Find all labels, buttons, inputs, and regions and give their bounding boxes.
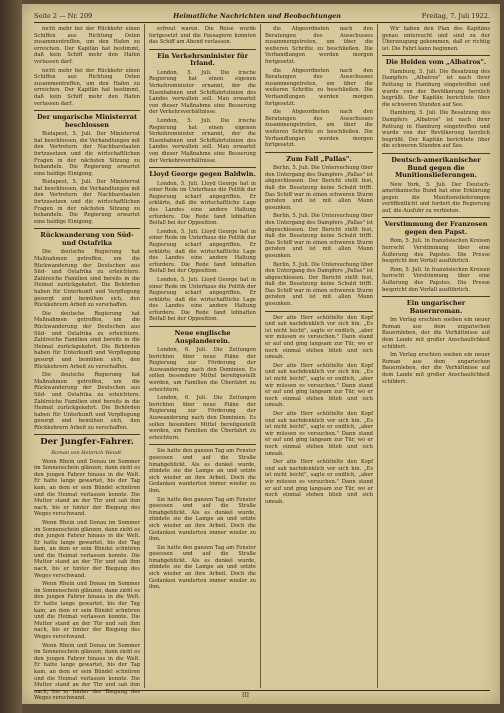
article-text: Im Verlag erschien soeben ein neuer Roman aus dem ungarischen Bauernleben, der die Verhältnisse auf dem Lande mit großer Anschaulichkeit schildert. xyxy=(382,317,490,350)
article-text: Im Verlag erschien soeben ein neuer Roman aus dem ungarischen Bauernleben, der die Verhältnisse auf dem Lande mit großer Anschaulichkeit schildert. xyxy=(382,352,490,385)
article-text: London, 5. Juli. Lloyd George hat in einer Rede im Unterhaus die Politik der Regierung scharf angegriffen. Er erklärte, daß die wirtschaftliche Lage des Landes eine andere Haltung erfordere. Die Rede fand lebhaften Beifall bei der Opposition. xyxy=(149,228,256,275)
divider xyxy=(382,217,490,218)
article-text: Budapest, 5. Juli. Der Ministerrat hat beschlossen, die Verhandlungen mit den Vertretern der Nachbarstaaten fortzusetzen und die wirtschaftlichen Fragen in der nächsten Sitzung zu behandeln. Die Regierung erwartet eine baldige Einigung. xyxy=(34,131,140,177)
column-4 xyxy=(382,26,490,688)
article-text: Die deutsche Regierung hat Maßnahmen getroffen, um die Rückwanderung der Deutschen aus Süd- und Ostafrika zu erleichtern. Zahlreiche Familien sind bereits in die Heimat zurückgekehrt. Die Behörden haben für Unterkunft und Verpflegung gesorgt und bemühen sich, den Rückkehrern Arbeit zu verschaffen. xyxy=(34,249,140,309)
divider xyxy=(265,311,373,312)
divider xyxy=(149,444,256,445)
article-heading: Ein Verkehrsminister für Irland. xyxy=(157,51,248,68)
article-text: Wenn Rhein und Donau im Sommer im Sonnenschein glänzen, dann zieht es den jungen Fahrer hinaus in die Welt. Er hatte lange gewartet, bis der Tag kam, an dem er sein Bündel schnüren und die Heimat verlassen konnte. Die Mutter stand an der Tür und sah ihm nach, bis er hinter der Biegung des Weges verschwand. xyxy=(34,581,140,640)
article-text: Die deutsche Regierung hat Maßnahmen getroffen, um die Rückwanderung der Deutschen aus Süd- und Ostafrika zu erleichtern. Zahlreiche Familien sind bereits in die Heimat zurückgekehrt. Die Behörden haben für Unterkunft und Verpflegung gesorgt und bemühen sich, den Rückkehrern Arbeit zu verschaffen. xyxy=(34,372,140,431)
article-text: Wenn Rhein und Donau im Sommer im Sonnenschein glänzen, dann zieht es den jungen Fahrer hinaus in die Welt. Er hatte lange gewartet, bis der Tag kam, an dem er sein Bündel schnüren und die Heimat verlassen konnte. Die Mutter stand an der Tür und sah ihm nach, bis er hinter der Biegung des Weges verschwand. xyxy=(34,519,140,579)
article-heading: Deutsch-amerikanischer Bund gegen die Munitionslieferungen. xyxy=(391,156,481,179)
article-text: Rom, 5. Juli. In französischen Kreisen herrscht Verstimmung über eine Äußerung des Papstes. Die Presse bespricht den Vorfall ausführlich. xyxy=(382,238,490,265)
article-text: erfreut waren. Die Reise wurde fortgesetzt und die Passagiere konnten das Schiff am Abend verlassen. xyxy=(149,26,256,46)
article-text: Die deutsche Regierung hat Maßnahmen getroffen, um die Rückwanderung der Deutschen aus Süd- und Ostafrika zu erleichtern. Zahlreiche Familien sind bereits in die Heimat zurückgekehrt. Die Behörden haben für Unterkunft und Verpflegung gesorgt und bemühen sich, den Rückkehrern Arbeit zu verschaffen. xyxy=(34,310,140,370)
article-heading: Neue englische Ausplanderein. xyxy=(174,329,231,345)
article-text: Hamburg, 5. Juli. Die Besatzung des Dampfers „Albatros" ist nach ihrer Rettung in Hamburg eingetroffen und wurde von der Bevölkerung herzlich begrüßt. Der Kapitän berichtete über die schweren Stunden auf See. xyxy=(382,110,490,150)
article-text: London, 5. Juli. Die irische Regierung hat einen eigenen Verkehrsminister ernannt, der die Eisenbahnen und Schiffahrtslinien des Landes verwalten soll. Man erwartet von dieser Maßnahme eine Besserung der Verkehrsverhältnisse. xyxy=(149,69,256,116)
divider xyxy=(34,228,140,229)
article-text: Der alte Herr schüttelte den Kopf und sah nachdenklich vor sich hin. „Es ist nicht leicht", sagte er endlich, „aber wir müssen es versuchen." Dann stand er auf und ging langsam zur Tür, wo er noch einmal stehen blieb und sich umsah. xyxy=(265,410,373,457)
article-text: New York, 5. Juli. Der Deutsch-amerikanische Bund hat eine Erklärung gegen die Munitionslieferungen veröffentlicht und fordert die Regierung auf, die Ausfuhr zu verbieten. xyxy=(382,181,490,214)
article-text: Hamburg, 5. Juli. Die Besatzung des Dampfers „Albatros" ist nach ihrer Rettung in Hamburg eingetroffen und wurde von der Bevölkerung herzlich begrüßt. Der Kapitän berichtete über die schweren Stunden auf See. xyxy=(382,68,490,108)
article-heading: Verstimmung der Franzosen gegen den Papst. xyxy=(384,220,488,236)
article-text: Der alte Herr schüttelte den Kopf und sah nachdenklich vor sich hin. „Es ist nicht leicht", sagte er endlich, „aber wir müssen es versuchen." Dann stand er auf und ging langsam zur Tür, wo er noch einmal stehen blieb und sich umsah. xyxy=(265,459,373,505)
divider xyxy=(382,153,490,154)
article-text: London, 6. Juli. Die Zeitungen berichten über neue Pläne der Regierung zur Förderung der Auswanderung nach den Dominien. Es sollen besondere Mittel bereitgestellt werden, um Familien die Überfahrt zu erleichtern. xyxy=(149,347,256,393)
article-text: London, 5. Juli. Lloyd George hat in einer Rede im Unterhaus die Politik der Regierung scharf angegriffen. Er erklärte, daß die wirtschaftliche Lage des Landes eine andere Haltung erfordere. Die Rede fand lebhaften Beifall bei der Opposition. xyxy=(149,180,256,227)
binding-shadow xyxy=(0,0,22,713)
article-text: Berlin, 5. Juli. Die Untersuchung über den Untergang des Dampfers „Pallas" ist abgeschlossen. Der Bericht stellt fest, daß die Besatzung keine Schuld trifft. Das Schiff war in einen schweren Sturm geraten und ist mit allen Mann gesunken. xyxy=(265,165,373,211)
column-1 xyxy=(34,26,140,702)
column-divider xyxy=(144,24,145,688)
footer-stamp: III xyxy=(242,692,250,699)
article-text: nicht mehr bei der Rückkehr einen Schiffen aus Richtung Osten zusammentreffen, um den Hafen zu erreichen. Der Kapitän hat bestimmt, daß kein Schiff mehr den Hafen verlassen darf. xyxy=(34,67,140,107)
article-text: Wenn Rhein und Donau im Sommer im Sonnenschein glänzen, dann zieht es den jungen Fahrer hinaus in die Welt. Er hatte lange gewartet, bis der Tag kam, an dem er sein Bündel schnüren und die Heimat verlassen konnte. Die Mutter stand an der Tür und sah ihm nach, bis er hinter der Biegung des Weges verschwand. xyxy=(34,642,140,702)
article-text: Sie hatte den ganzen Tag am Fenster gesessen und auf die Straße hinabgeblickt. Als es dunkel wurde, zündete sie die Lampe an und setzte sich wieder an ihre Arbeit. Doch die Gedanken wanderten immer wieder zu ihm. xyxy=(149,496,256,543)
column-2 xyxy=(149,26,256,688)
feuilleton-title: Der Jungfer-Fahrer. xyxy=(40,437,134,448)
divider xyxy=(149,167,256,168)
divider xyxy=(149,326,256,327)
article-text: London, 6. Juli. Die Zeitungen berichten über neue Pläne der Regierung zur Förderung der Auswanderung nach den Dominien. Es sollen besondere Mittel bereitgestellt werden, um Familien die Überfahrt zu erleichtern. xyxy=(149,395,256,441)
column-divider xyxy=(260,24,261,688)
article-heading: Ein ungarischer Bauernroman. xyxy=(406,299,466,315)
footer-rule xyxy=(34,690,490,691)
article-text: Sie hatte den ganzen Tag am Fenster gesessen und auf die Straße hinabgeblickt. Als es dunkel wurde, zündete sie die Lampe an und setzte sich wieder an ihre Arbeit. Doch die Gedanken wanderten immer wieder zu ihm. xyxy=(149,544,256,591)
article-text: die Abgeordneten nach den Beratungen des Ausschusses zusammengetreten, um über die weiteren Schritte zu beschließen. Die Verhandlungen werden morgen fortgesetzt. xyxy=(265,109,373,149)
article-text: Sie hatte den ganzen Tag am Fenster gesessen und auf die Straße hinabgeblickt. Als es dunkel wurde, zündete sie die Lampe an und setzte sich wieder an ihre Arbeit. Doch die Gedanken wanderten immer wieder zu ihm. xyxy=(149,448,256,494)
newspaper-page xyxy=(22,4,500,704)
divider xyxy=(34,434,140,435)
article-text: nicht mehr bei der Rückkehr einen Schiffen aus Richtung Osten zusammentreffen, um den Hafen zu erreichen. Der Kapitän hat bestimmt, daß kein Schiff mehr den Hafen verlassen darf. xyxy=(34,26,140,65)
page-header xyxy=(34,10,490,23)
article-text: Berlin, 5. Juli. Die Untersuchung über den Untergang des Dampfers „Pallas" ist abgeschlossen. Der Bericht stellt fest, daß die Besatzung keine Schuld trifft. Das Schiff war in einen schweren Sturm geraten und ist mit allen Mann gesunken. xyxy=(265,213,373,259)
divider xyxy=(265,152,373,153)
article-heading: Die Helden vom „Albatros". xyxy=(385,58,487,67)
article-text: Der alte Herr schüttelte den Kopf und sah nachdenklich vor sich hin. „Es ist nicht leicht", sagte er endlich, „aber wir müssen es versuchen." Dann stand er auf und ging langsam zur Tür, wo er noch einmal stehen blieb und sich umsah. xyxy=(265,314,373,361)
article-text: die Abgeordneten nach den Beratungen des Ausschusses zusammengetreten, um über die weiteren Schritte zu beschließen. Die Verhandlungen werden morgen fortgesetzt. xyxy=(265,26,373,65)
article-text: Budapest, 5. Juli. Der Ministerrat hat beschlossen, die Verhandlungen mit den Vertretern der Nachbarstaaten fortzusetzen und die wirtschaftlichen Fragen in der nächsten Sitzung zu behandeln. Die Regierung erwartet eine baldige Einigung. xyxy=(34,179,140,225)
article-text: London, 5. Juli. Lloyd George hat in einer Rede im Unterhaus die Politik der Regierung scharf angegriffen. Er erklärte, daß die wirtschaftliche Lage des Landes eine andere Haltung erfordere. Die Rede fand lebhaften Beifall bei der Opposition. xyxy=(149,276,256,323)
article-text: Der alte Herr schüttelte den Kopf und sah nachdenklich vor sich hin. „Es ist nicht leicht", sagte er endlich, „aber wir müssen es versuchen." Dann stand er auf und ging langsam zur Tür, wo er noch einmal stehen blieb und sich umsah. xyxy=(265,362,373,409)
column-3 xyxy=(265,26,373,688)
article-text: Rom, 5. Juli. In französischen Kreisen herrscht Verstimmung über eine Äußerung des Papstes. Die Presse bespricht den Vorfall ausführlich. xyxy=(382,266,490,293)
header-date: Freitag, 7. Juli 1922. xyxy=(421,12,490,20)
article-heading: Lloyd George gegen Baldwin. xyxy=(149,170,256,179)
article-heading: Zum Fall „Pallas". xyxy=(286,154,352,163)
feuilleton-subtitle: Roman von Heinrich Wendt. xyxy=(51,449,123,456)
article-text: Wenn Rhein und Donau im Sommer im Sonnenschein glänzen, dann zieht es den jungen Fahrer hinaus in die Welt. Er hatte lange gewartet, bis der Tag kam, an dem er sein Bündel schnüren und die Heimat verlassen konnte. Die Mutter stand an der Tür und sah ihm nach, bis er hinter der Biegung des Weges verschwand. xyxy=(34,458,140,518)
divider xyxy=(149,49,256,50)
article-text: Berlin, 5. Juli. Die Untersuchung über den Untergang des Dampfers „Pallas" ist abgeschlossen. Der Bericht stellt fest, daß die Besatzung keine Schuld trifft. Das Schiff war in einen schweren Sturm geraten und ist mit allen Mann gesunken. xyxy=(265,261,373,308)
article-heading: Der ungarische Ministerrat beschlossen xyxy=(36,113,138,129)
article-heading: Rückwanderung von Süd- und Ostafrika xyxy=(40,231,134,247)
divider xyxy=(382,55,490,56)
column-divider xyxy=(377,24,378,688)
article-text: Wir haben den Plan des Kapitäns genau untersucht und sind zu der Überzeugung gekommen, daß er richtig ist. Die Fahrt kann beginnen. xyxy=(382,26,490,52)
divider xyxy=(34,110,140,111)
divider xyxy=(382,296,490,297)
header-masthead: Heimatliche Nachrichten und Beobachtungen xyxy=(173,12,341,20)
header-page-number: Seite 2 — Nr. 209 xyxy=(34,12,93,20)
article-text: die Abgeordneten nach den Beratungen des Ausschusses zusammengetreten, um über die weiteren Schritte zu beschließen. Die Verhandlungen werden morgen fortgesetzt. xyxy=(265,67,373,107)
article-text: London, 5. Juli. Die irische Regierung hat einen eigenen Verkehrsminister ernannt, der die Eisenbahnen und Schiffahrtslinien des Landes verwalten soll. Man erwartet von dieser Maßnahme eine Besserung der Verkehrsverhältnisse. xyxy=(149,117,256,164)
